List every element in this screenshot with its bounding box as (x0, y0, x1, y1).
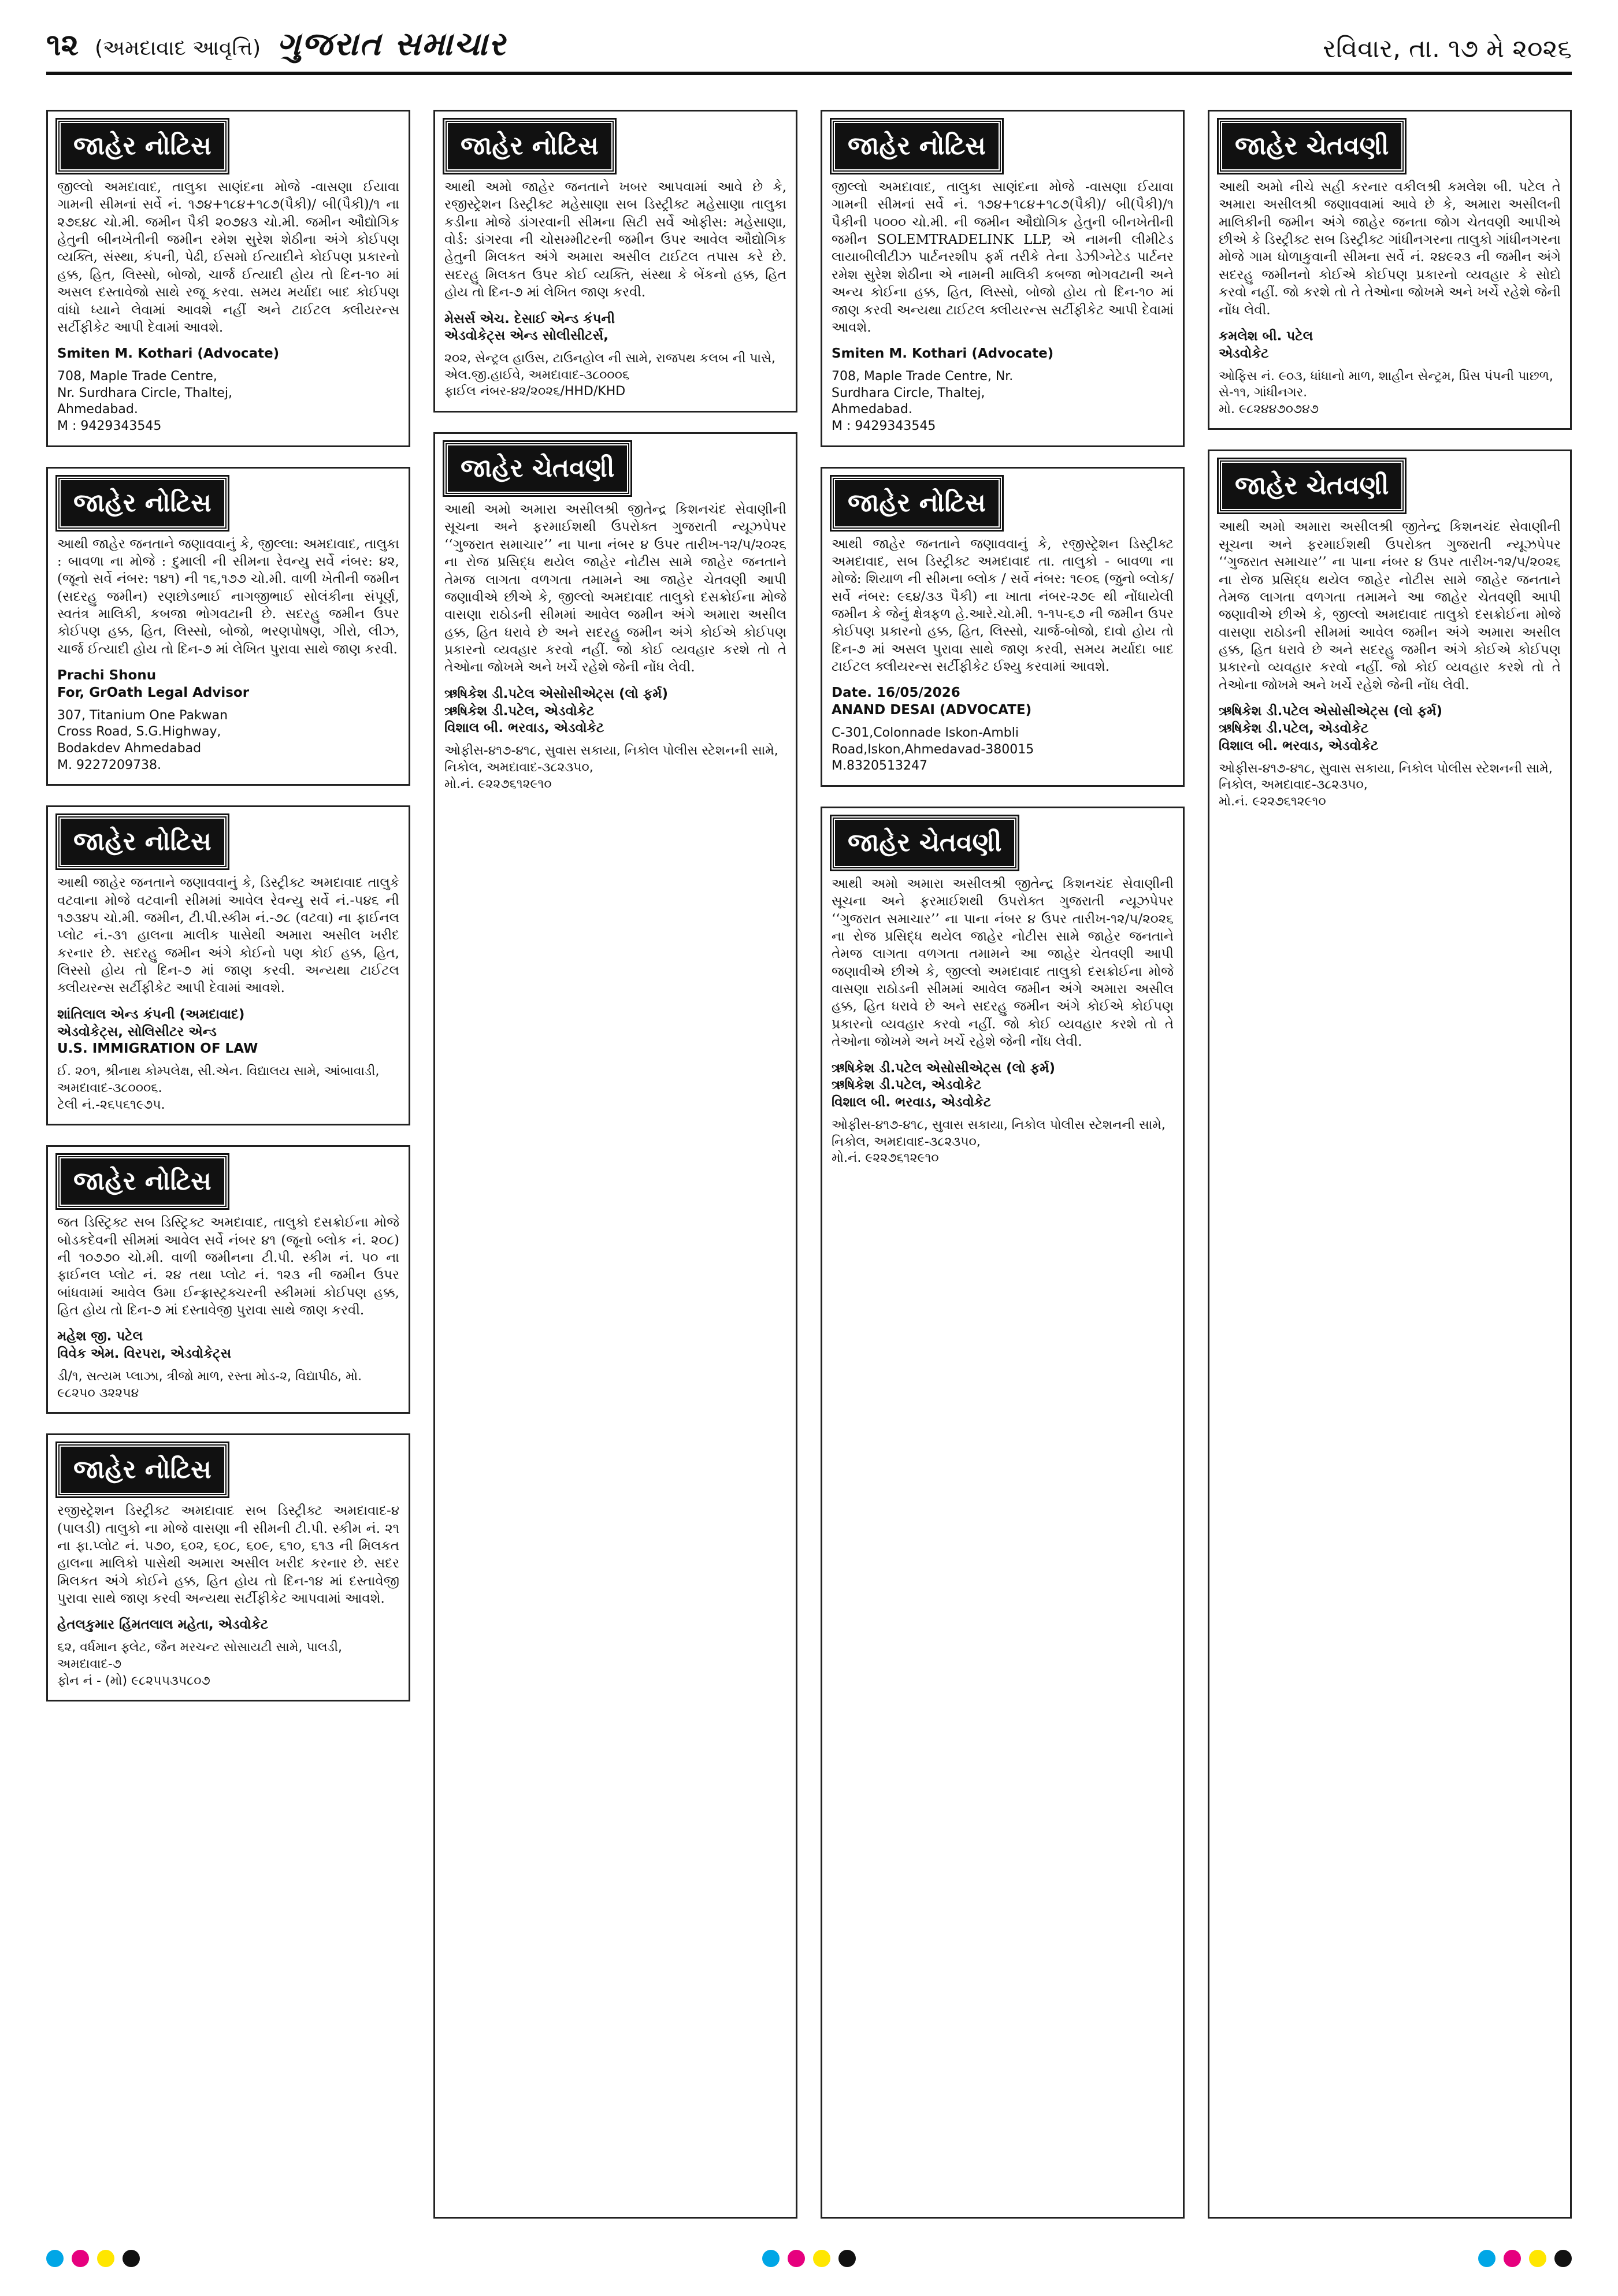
notice-address: ૬૨, વર્ધમાન ફ્લેટ, જૈન મરચન્ટ સોસાયટી સામે, પાલડી, અમદાવાદ-૭ ફોન નં - (મો) ૯૮૨૫૫૩૫૮૦૭ (57, 1640, 343, 1688)
notice-header (1219, 120, 1561, 173)
notice-header (832, 816, 1174, 870)
cyan-dot (762, 2250, 780, 2267)
black-dot (1554, 2250, 1572, 2267)
notice-signer: Prachi Shonu For, GrOath Legal Advisor (57, 668, 250, 700)
notice-header (832, 477, 1174, 530)
notice-address: ઓફીસ-૪૧૭-૪૧૮, સુવાસ સકાયા, નિકોલ પોલીસ સ્ટેશનની સામે, નિકોલ, અમદાવાદ-૩૮૨૩૫૦, મો.નં. ૯૨૨૭૬૧૨૯૧૦ (444, 744, 778, 792)
notice-header (57, 120, 399, 173)
notice-address: ૨૦૨, સેન્ટ્રલ હાઉસ, ટાઉનહોલ ની સામે, રાજપથ કલબ ની પાસે, એલ.જી.હાઈવે, અમદાવાદ-૩૮૦૦૦૬ ફાઈલ નંબર-૪૨/૨૦૨૬/HHD/KHD (444, 351, 775, 399)
notice-body: જત ડિસ્ટ્રિક્ટ સબ ડિસ્ટ્રિક્ટ અમદાવાદ, તાલુકો દસક્રોઈના મોજે બોડકદેવની સીમમાં આવેલ સર્વે નંબર ૪૧ (જૂનો બ્લોક નં. ૨૦૮) ની ૧૦૭૭૦ ચો.મી. વાળી જમીનના ટી.પી. સ્કીમ નં. ૫૦ ના ફાઈનલ પ્લોટ નં. ૨૪ તથા પ્લોટ નં. ૧૨૩ ની જમીન ઉપર બાંધવામાં આવેલ ઉમા ઈન્ફ્રાસ્ટ્રક્ચરની સ્કીમમાં કોઈપણ હક્ક, હિત હોય તો દિન-૭ માં દસ્તાવેજી પુરાવા સાથે જાણ કરવી. (57, 1215, 399, 1318)
issue-date: રવિવાર, તા. ૧૭ મે ૨૦૨૬ (1323, 34, 1572, 64)
column-1 (46, 110, 410, 2219)
edition-label: (અમદાવાદ આવૃત્તિ) (95, 36, 261, 60)
masthead (46, 23, 1572, 75)
notice-header (57, 477, 399, 530)
notice-block (1208, 110, 1572, 430)
notice-signer: ઋષિકેશ ડી.પટેલ એસોસીએટ્સ (લો ફર્મ) ઋષિકેશ ડી.પટેલ, એડવોકેટ વિશાલ બી. ભરવાડ, એડવોકેટ (1219, 704, 1442, 753)
notice-block (46, 805, 410, 1125)
masthead-left (46, 25, 506, 64)
notice-label: જાહેર નોટિસ (57, 1443, 228, 1496)
notice-address: ઓફીસ-૪૧૭-૪૧૮, સુવાસ સકાયા, નિકોલ પોલીસ સ્ટેશનની સામે, નિકોલ, અમદાવાદ-૩૮૨૩૫૦, મો.નં. ૯૨૨૭૬૧૨૯૧૦ (832, 1118, 1166, 1166)
notice-address: 708, Maple Trade Centre, Nr. Surdhara Circle, Thaltej, Ahmedabad. M : 9429343545 (832, 369, 1014, 433)
notice-signer: ઋષિકેશ ડી.પટેલ એસોસીએટ્સ (લો ફર્મ) ઋષિકેશ ડી.પટેલ, એડવોકેટ વિશાલ બી. ભરવાડ, એડવોકેટ (832, 1060, 1055, 1110)
notice-address: ઈ. ૨૦૧, શ્રીનાથ કોમ્પલેક્ષ, સી.એન. વિદ્યાલય સામે, આંબાવાડી, અમદાવાદ-૩૮૦૦૦૬. ટેલી નં.-૨૬૫૬૧૯૭૫. (57, 1064, 380, 1112)
notice-signer: શાંતિલાલ એન્ડ કંપની (અમદાવાદ) એડવોકેટ્સ, સોલિસીટર એન્ડ U.S. IMMIGRATION OF LAW (57, 1006, 258, 1057)
color-dots-left (46, 2250, 140, 2273)
notice-signer: હેતલકુમાર હિંમતલાલ મહેતા, એડવોકેટ (57, 1617, 269, 1633)
column-2 (433, 110, 797, 2219)
notice-header (57, 815, 399, 868)
notice-label: જાહેર ચેતવણી (1219, 120, 1405, 173)
notice-signer: મેસર્સ એચ. દેસાઈ એન્ડ કંપની એડવોકેટ્સ એન્ડ સોલીસીટર્સ, (444, 311, 615, 344)
notice-signer: Smiten M. Kothari (Advocate) (832, 346, 1054, 362)
notice-block (46, 1145, 410, 1414)
notice-body: આથી અમો અમારા અસીલશ્રી જીતેન્દ્ર કિશનચંદ સેવાણીની સૂચના અને ફરમાઈશથી ઉપરોક્ત ગુજરાતી ન્યૂઝપેપર ‘‘ગુજરાત સમાચાર’’ ના પાના નંબર ૪ ઉપર તારીખ-૧૨/૫/૨૦૨૬ ના રોજ પ્રસિદ્ધ થયેલ જાહેર નોટીસ સામે જાહેર જનતાને તેમજ લાગતા વળગતા તમામને આ જાહેર ચેતવણી આપી જણાવીએ છીએ કે, જીલ્લો અમદાવાદ તાલુકો દસક્રોઈના મોજે વાસણા રાઠોડની સીમમાં આવેલ જમીન અંગે અમારા અસીલ હક્ક, હિત ધરાવે છે અને સદરહુ જમીન અંગે કોઈએ કોઈપણ પ્રકારનો વ્યવહાર કરવો નહીં. જો કોઈ વ્યવહાર કરશે તો તે તેઓના જોખમે અને ખર્ચે રહેશે જેની નોંધ લેવી. (832, 876, 1174, 1050)
notice-body: જીલ્લો અમદાવાદ, તાલુકા સાણંદના મોજે -વાસણા ઈયાવા ગામની સીમનાં સર્વે નં. ૧૭૪+૧૮૪+૧૮૭(પૈકી)/ બી(પૈકી)/૧ ના ૨૭૬૪૮ ચો.મી. જમીન પૈકી ૨૦૭૪૩ ચો.મી. જમીન ઔદ્યોગિક હેતુની બીનખેતીની જમીન રમેશ સુરેશ શેઠીના અંગે કોઈપણ વ્યક્તિ, સંસ્થા, કંપની, પેઢી, ઈસમો ઈત્યાદીને કોઈપણ પ્રકારનો હક્ક, હિત, લિસ્સો, બોજો, ચાર્જ ઈત્યાદી હોય તો દિન-૧૦ માં અસલ દસ્તાવેજો સાથે રજૂ કરવા. સમય મર્યાદા બાદ કોઈપણ વાંધો ધ્યાને લેવામાં આવશે નહીં અને ટાઈટલ ક્લીયરન્સ સર્ટીફીકેટ આપી દેવામાં આવશે. (57, 180, 399, 335)
color-dots-right (1478, 2250, 1572, 2273)
notice-signer: કમલેશ બી. પટેલ એડવોકેટ (1219, 328, 1313, 361)
notice-header (57, 1443, 399, 1496)
newspaper-logo: ગુજરાત સમાચાર (277, 25, 507, 63)
notice-columns (46, 110, 1572, 2219)
notice-body: આથી અમો અમારા અસીલશ્રી જીતેન્દ્ર કિશનચંદ સેવાણીની સૂચના અને ફરમાઈશથી ઉપરોક્ત ગુજરાતી ન્યૂઝપેપર ‘‘ગુજરાત સમાચાર’’ ના પાના નંબર ૪ ઉપર તારીખ-૧૨/૫/૨૦૨૬ ના રોજ પ્રસિદ્ધ થયેલ જાહેર નોટીસ સામે જાહેર જનતાને તેમજ લાગતા વળગતા તમામને આ જાહેર ચેતવણી આપી જણાવીએ છીએ કે, જીલ્લો અમદાવાદ તાલુકો દસક્રોઈના મોજે વાસણા રાઠોડની સીમમાં આવેલ જમીન અંગે અમારા અસીલ હક્ક, હિત ધરાવે છે અને સદરહુ જમીન અંગે કોઈએ કોઈપણ પ્રકારનો વ્યવહાર કરવો નહીં. જો કોઈ વ્યવહાર કરશે તો તે તેઓના જોખમે અને ખર્ચે રહેશે જેની નોંધ લેવી. (1219, 519, 1561, 693)
column-3 (821, 110, 1185, 2219)
magenta-dot (72, 2250, 89, 2267)
notice-signer: Date. 16/05/2026 ANAND DESAI (ADVOCATE) (832, 685, 1032, 718)
notice-address: C-301,Colonnade Iskon-Ambli Road,Iskon,Ahmedavad-380015 M.8320513247 (832, 726, 1034, 774)
notice-signer: ઋષિકેશ ડી.પટેલ એસોસીએટ્સ (લો ફર્મ) ઋષિકેશ ડી.પટેલ, એડવોકેટ વિશાલ બી. ભરવાડ, એડવોકેટ (444, 686, 668, 736)
notice-block (821, 110, 1185, 447)
notice-block (433, 110, 797, 413)
notice-body: આથી જાહેર જનતાને જણાવવાનું કે, રજીસ્ટ્રેશન ડિસ્ટ્રીક્ટ અમદાવાદ, સબ ડિસ્ટ્રીક્ટ અમદાવાદ તા. તાલુકો - બાવળા ના મોજે: શિયાળ ની સીમના બ્લોક / સર્વે નંબર: ૧૯૦૬ (જુનો બ્લોક/સર્વે નંબર: ૯૬૪/૩૩ પૈકી) ના ખાતા નંબર-૨૭૯ થી નોંધાયેલી જમીન કે જેનું ક્ષેત્રફળ હે.આરે.ચો.મી. ૧-૧૫-૬૭ ની જમીન ઉપર કોઈપણ પ્રકારનો હક્ક, હિત, લિસ્સો, ચાર્જ-બોજો, દાવો હોય તો દિન-૭ માં અસલ પુરાવા સાથે જાણ કરવી, સમય મર્યાદા બાદ ટાઈટલ ક્લીયરન્સ સર્ટીફીકેટ ઈશ્યુ કરવામાં આવશે. (832, 536, 1174, 675)
notice-body: રજીસ્ટ્રેશન ડિસ્ટ્રીક્ટ અમદાવાદ સબ ડિસ્ટ્રીક્ટ અમદાવાદ-૪ (પાલડી) તાલુકો ના મોજે વાસણા ની સીમની ટી.પી. સ્કીમ નં. ૨૧ ના ફા.પ્લોટ નં. ૫૭૦, ૬૦૨, ૬૦૮, ૬૦૯, ૬૧૦, ૬૧૩ ની મિલકત હાલના માલિકો પાસેથી અમારા અસીલ ખરીદ કરનાર છે. સદર મિલકત અંગે કોઈને હક્ક, હિત હોય તો દિન-૧૪ માં દસ્તાવેજી પુરાવા સાથે જાણ કરવી અન્યથા સર્ટીફીકેટ આપવામાં આવશે. (57, 1503, 399, 1607)
color-dots-center (762, 2250, 856, 2273)
notice-label: જાહેર નોટિસ (832, 477, 1002, 530)
notice-body: આથી જાહેર જનતાને જણાવવાનું કે, જીલ્લા: અમદાવાદ, તાલુકા : બાવળા ના મોજે : દુમાલી ની સીમના રેવન્યુ સર્વે નંબર: ૪૨, (જૂનો સર્વે નંબર: ૧૪૧) ની ૧૬,૧૭૭ ચો.મી. વાળી ખેતીની જમીન (સદરહુ જમીન) રણછોડભાઈ નાગજીભાઈ સોલંકીના સંપૂર્ણ, સ્વતંત્ર માલિકી, કબજા ભોગવટાની છે. સદરહુ જમીન ઉપર કોઈપણ હક્ક, હિત, લિસ્સો, બોજો, ભરણપોષણ, ગીરો, લીઝ, ચાર્જ ઈત્યાદી હોય તો દિન-૭ માં લેખિત પુરાવા સાથે જાણ કરવી. (57, 536, 399, 657)
notice-address: ઓફીસ-૪૧૭-૪૧૮, સુવાસ સકાયા, નિકોલ પોલીસ સ્ટેશનની સામે, નિકોલ, અમદાવાદ-૩૮૨૩૫૦, મો.નં. ૯૨૨૭૬૧૨૯૧૦ (1219, 761, 1553, 809)
notice-address: 307, Titanium One Pakwan Cross Road, S.G.Highway, Bodakdev Ahmedabad M. 9227209738. (57, 708, 228, 772)
notice-block (821, 467, 1185, 787)
notice-header (57, 1155, 399, 1208)
notice-label: જાહેર નોટિસ (444, 120, 615, 173)
notice-header (832, 120, 1174, 173)
notice-block (46, 110, 410, 447)
notice-body: આથી અમો અમારા અસીલશ્રી જીતેન્દ્ર કિશનચંદ સેવાણીની સૂચના અને ફરમાઈશથી ઉપરોક્ત ગુજરાતી ન્યૂઝપેપર ‘‘ગુજરાત સમાચાર’’ ના પાના નંબર ૪ ઉપર તારીખ-૧૨/૫/૨૦૨૬ ના રોજ પ્રસિદ્ધ થયેલ જાહેર નોટીસ સામે જાહેર જનતાને તેમજ લાગતા વળગતા તમામને આ જાહેર ચેતવણી આપી જણાવીએ છીએ કે, જીલ્લો અમદાવાદ તાલુકો દસક્રોઈના મોજે વાસણા રાઠોડની સીમમાં આવેલ જમીન અંગે અમારા અસીલ હક્ક, હિત ધરાવે છે અને સદરહુ જમીન અંગે કોઈએ કોઈપણ પ્રકારનો વ્યવહાર કરવો નહીં. જો કોઈ વ્યવહાર કરશે તો તે તેઓના જોખમે અને ખર્ચે રહેશે જેની નોંધ લેવી. (444, 502, 786, 675)
notice-header (444, 442, 786, 495)
notice-body: જીલ્લો અમદાવાદ, તાલુકા સાણંદના મોજે -વાસણા ઈયાવા ગામની સીમનાં સર્વે નં. ૧૭૪+૧૮૪+૧૮૭(પૈકી)/ બી(પૈકી)/૧ પૈકીની ૫૦૦૦ ચો.મી. ની જમીન ઔદ્યોગિક હેતુની બીનખેતીની જમીન SOLEMTRADELINK LLP, એ નામની લીમીટેડ લાયાબીલીટીઝ પાર્ટનરશીપ ફર્મ તરીકે તેના ડેઝીગ્નેટેડ પાર્ટનર રમેશ સુરેશ શેઠીના એ નામની માલિકી કબજા ભોગવટાની અને અન્ય કોઈના હક્ક, હિત, લિસ્સો, બોજો હોય તો દિન-૧૦ માં જાણ કરવી અન્યથા ટાઈટલ ક્લીયરન્સ સર્ટીફીકેટ આપી દેવામાં આવશે. (832, 180, 1174, 335)
yellow-dot (813, 2250, 830, 2267)
page-number: ૧૨ (46, 28, 79, 62)
notice-address: ડી/૧, સત્યમ પ્લાઝા, ત્રીજો માળ, રસ્તા મોડ-૨, વિદ્યાપીઠ, મો. ૯૮૨૫૦ ૩૨૨૫૪ (57, 1369, 362, 1400)
notice-label: જાહેર ચેતવણી (832, 816, 1018, 870)
notice-body: આથી અમો જાહેર જનતાને ખબર આપવામાં આવે છે કે, રજીસ્ટ્રેશન ડિસ્ટ્રીક્ટ મહેસાણા સબ ડિસ્ટ્રીક્ટ મહેસાણા તાલુકા કડીના મોજે ડાંગરવાની સીમના સિટી સર્વે ઓફીસ: મહેસાણા, વોર્ડ: ડાંગરવા ની ચોસમ્મીટરની જમીન ઉપર આવેલ ઔદ્યોગિક હેતુની મિલકત અંગે અમારા અસીલ ટાઈટલ તપાસ કરે છે. સદરહુ મિલકત ઉપર કોઈ વ્યક્તિ, સંસ્થા કે બેંકનો હક્ક, હિત હોય તો દિન-૭ માં લેખિત જાણ કરવી. (444, 180, 786, 300)
black-dot (838, 2250, 856, 2267)
black-dot (123, 2250, 140, 2267)
notice-label: જાહેર નોટિસ (57, 815, 228, 868)
cyan-dot (1478, 2250, 1495, 2267)
magenta-dot (1504, 2250, 1521, 2267)
notice-signer: મહેશ જી. પટેલ વિવેક એમ. વિરપરા, એડવોકેટ્સ (57, 1329, 232, 1362)
notice-label: જાહેર ચેતવણી (1219, 459, 1405, 512)
notice-label: જાહેર નોટિસ (832, 120, 1002, 173)
notice-block (46, 467, 410, 786)
yellow-dot (97, 2250, 114, 2267)
notice-block (433, 432, 797, 2219)
notice-label: જાહેર નોટિસ (57, 477, 228, 530)
cyan-dot (46, 2250, 64, 2267)
yellow-dot (1529, 2250, 1546, 2267)
notice-body: આથી અમો નીચે સહી કરનાર વકીલશ્રી કમલેશ બી. પટેલ તે અમારા અસીલશ્રી જણાવવામાં આવે છે કે, અમારા અસીલની માલિકીની જમીન અંગે જાહેર જનતા જોગ ચેતવણી આપીએ છીએ કે ડિસ્ટ્રીક્ટ સબ ડિસ્ટ્રીક્ટ ગાંધીનગરના તાલુકો ગાંધીનગરના મોજે ગામ ધોળાકુવાની સીમના સર્વે નં. ૨૪૯૨૩ ની જમીન અંગે સદરહુ જમીનનો કોઈએ કોઈપણ પ્રકારનો વ્યવહાર કે સોદો કરવો નહીં. જો કરશે તો તે તેઓના જોખમે અને ખર્ચે રહેશે જેની નોંધ લેવી. (1219, 180, 1561, 318)
notice-block (1208, 449, 1572, 2219)
notice-address: 708, Maple Trade Centre, Nr. Surdhara Circle, Thaltej, Ahmedabad. M : 9429343545 (57, 369, 232, 433)
print-registration-marks (46, 2250, 1572, 2273)
notice-label: જાહેર નોટિસ (57, 120, 228, 173)
notice-header (1219, 459, 1561, 512)
notice-signer: Smiten M. Kothari (Advocate) (57, 346, 280, 362)
magenta-dot (788, 2250, 805, 2267)
notice-header (444, 120, 786, 173)
notice-block (821, 807, 1185, 2219)
notice-address: ઓફિસ નં. ૯૦૩, ધાંધાનો માળ, શાહીન સેન્ટ્રમ, પ્રિંસ પંપની પાછળ, સે-૧૧, ગાંધીનગર. મો. ૯૮૨૪૪૭૦૭૪૭ (1219, 369, 1553, 417)
notice-block (46, 1433, 410, 1701)
column-4 (1208, 110, 1572, 2219)
notice-label: જાહેર ચેતવણી (444, 442, 630, 495)
notice-body: આથી જાહેર જનતાને જણાવવાનું કે, ડિસ્ટ્રીક્ટ અમદાવાદ તાલુકે વટવાના મોજે વટવાની સીમમાં આવેલ રેવન્યુ સર્વે નં.-૫૪૬ ની ૧૭૩૪૫ ચો.મી. જમીન, ટી.પી.સ્કીમ નં.-૭૮ (વટવા) ના ફાઈનલ પ્લોટ નં.-૩૧ હાલના માલીક પાસેથી અમારા અસીલ ખરીદ કરનાર છે. સદરહુ જમીન અંગે કોઈનો પણ કોઈ હક્ક, હિત, લિસ્સો હોય તો દિન-૭ માં જાણ કરવી. અન્યથા ટાઈટલ ક્લીયરન્સ સર્ટીફીકેટ આપી દેવામાં આવશે. (57, 875, 399, 996)
notice-label: જાહેર નોટિસ (57, 1155, 228, 1208)
